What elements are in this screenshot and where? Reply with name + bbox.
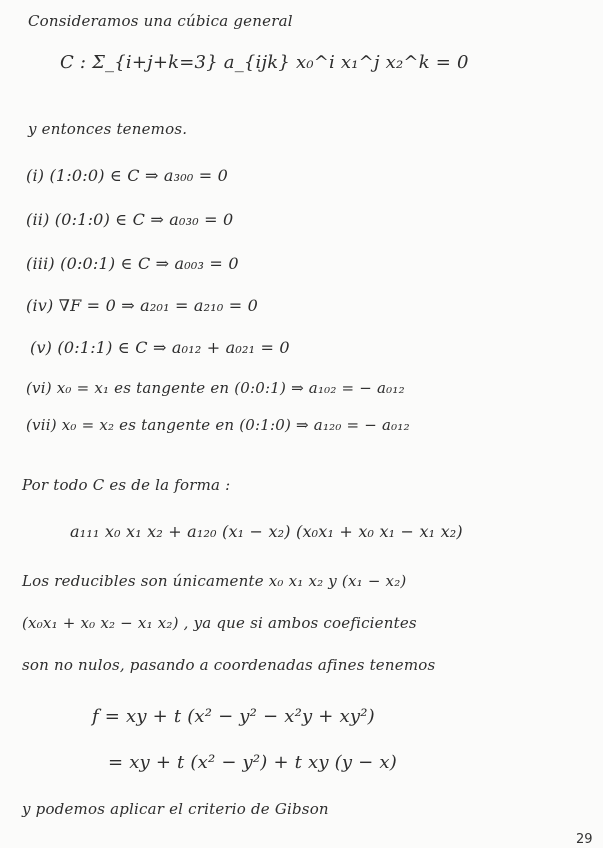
condition-i: (i) (1:0:0) ∈ C ⇒ a₃₀₀ = 0 xyxy=(26,166,229,185)
gibson-criterion-line: y podemos aplicar el criterio de Gibson xyxy=(22,800,329,818)
condition-vi: (vi) x₀ = x₁ es tangente en (0:0:1) ⇒ a₁₀₂ = − a₀₁₂ xyxy=(26,379,405,397)
affine-equation-f: f = xy + t (x² − y² − x²y + xy²) xyxy=(92,706,375,727)
condition-v: (v) (0:1:1) ∈ C ⇒ a₀₁₂ + a₀₂₁ = 0 xyxy=(30,338,290,357)
cubic-equation: C : Σ_{i+j+k=3} a_{ijk} x₀^i x₁^j x₂^k = 0 xyxy=(60,52,469,73)
affine-coordinates-line: son no nulos, pasando a coordenadas afines tenemos xyxy=(22,656,436,674)
reducibles-line: Los reducibles son únicamente x₀ x₁ x₂ y (x₁ − x₂) xyxy=(22,572,407,590)
condition-ii: (ii) (0:1:0) ∈ C ⇒ a₀₃₀ = 0 xyxy=(26,210,234,229)
condition-iii: (iii) (0:0:1) ∈ C ⇒ a₀₀₃ = 0 xyxy=(26,254,239,273)
general-form-equation: a₁₁₁ x₀ x₁ x₂ + a₁₂₀ (x₁ − x₂) (x₀x₁ + x₀ x₁ − x₁ x₂) xyxy=(70,522,463,541)
affine-equation-rewritten: = xy + t (x² − y²) + t xy (y − x) xyxy=(108,752,397,773)
then-we-have-line: y entonces tenemos. xyxy=(28,120,188,138)
page-number: 29 xyxy=(576,832,593,847)
form-intro-line: Por todo C es de la forma : xyxy=(22,476,231,494)
intro-line: Consideramos una cúbica general xyxy=(28,12,293,30)
reducibles-continued-line: (x₀x₁ + x₀ x₂ − x₁ x₂) , ya que si ambos coeficientes xyxy=(22,614,417,632)
condition-iv: (iv) ∇F = 0 ⇒ a₂₀₁ = a₂₁₀ = 0 xyxy=(26,296,259,315)
condition-vii: (vii) x₀ = x₂ es tangente en (0:1:0) ⇒ a₁₂₀ = − a₀₁₂ xyxy=(26,416,410,434)
